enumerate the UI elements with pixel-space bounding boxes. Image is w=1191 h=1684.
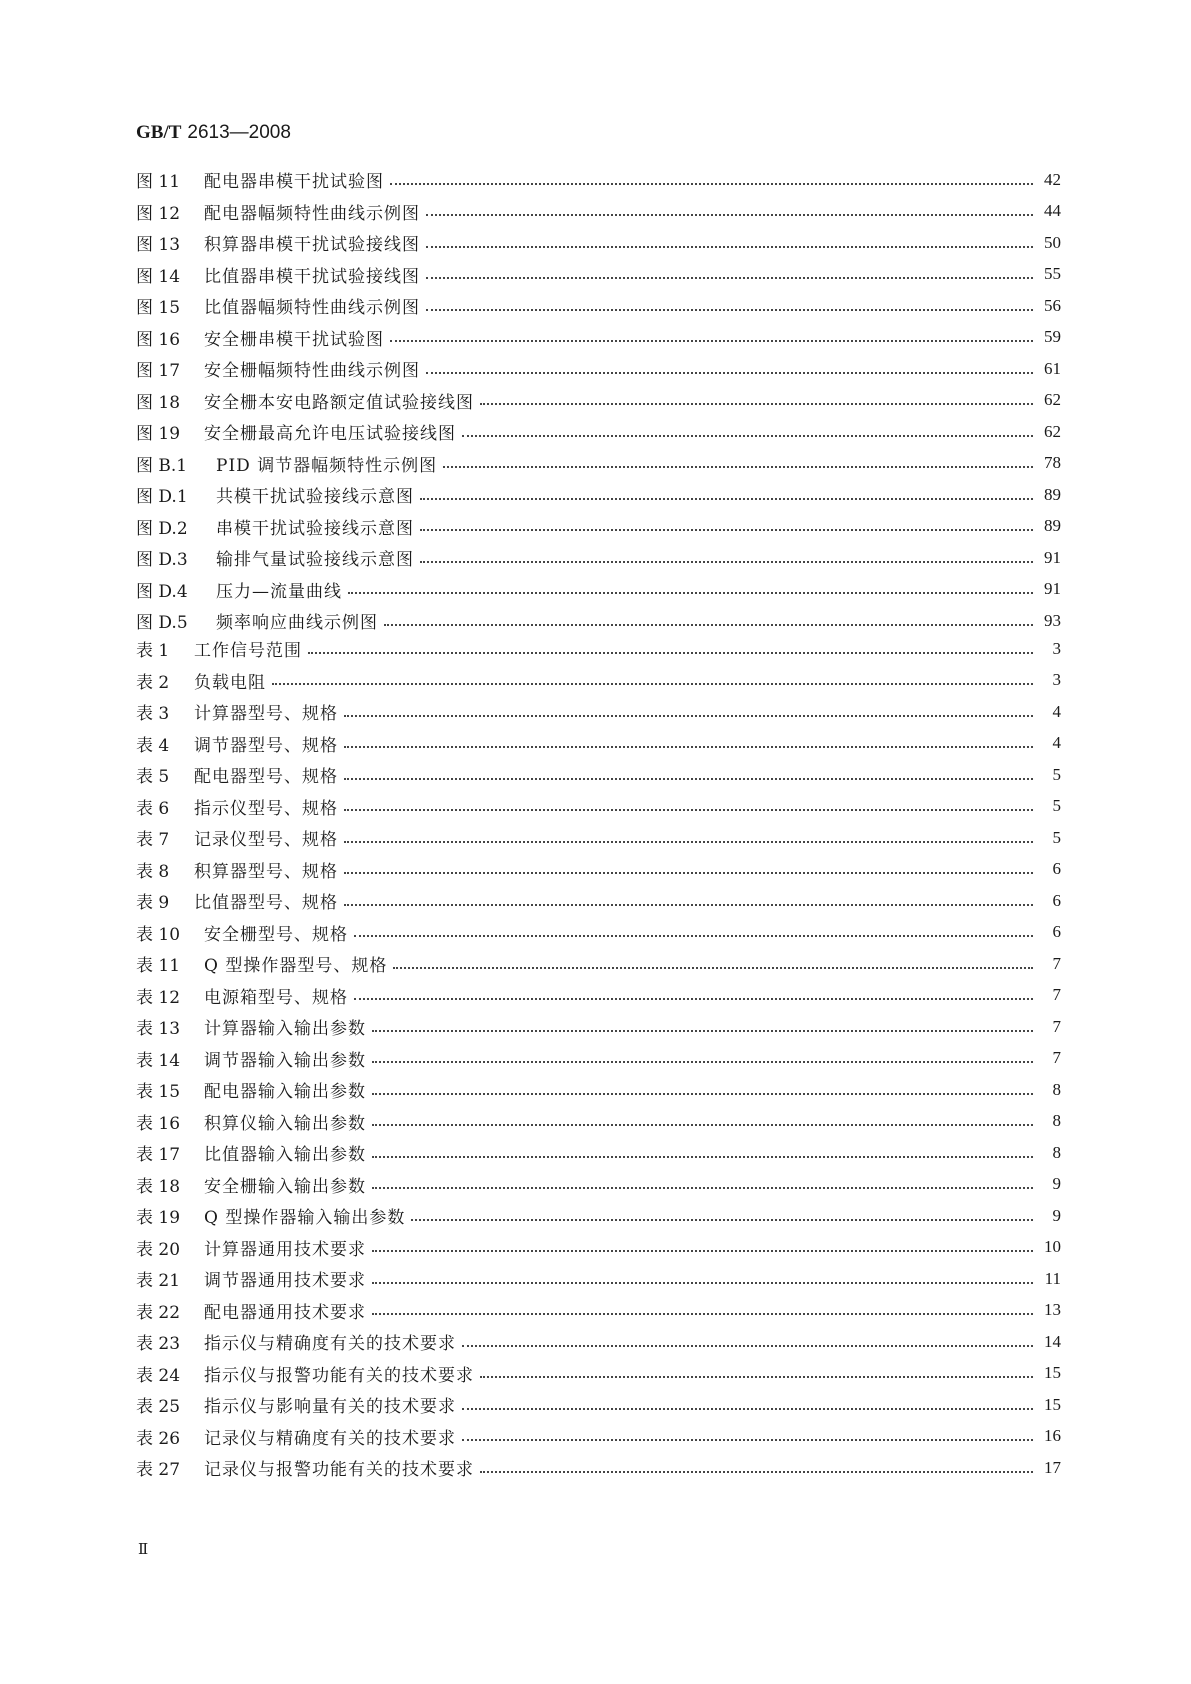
table-entry[interactable] — [136, 1326, 1061, 1358]
figure-entry-label: 图 B.1 — [136, 455, 188, 476]
figure-entry-page: 55 — [1044, 264, 1061, 284]
figure-entry-title: 配电器幅频特性曲线示例图 — [204, 203, 420, 224]
table-entry-title: 积算器型号、规格 — [194, 861, 338, 882]
dot-leader — [372, 1313, 1033, 1315]
table-entry-label: 表 19 — [136, 1208, 181, 1229]
figure-entry-page: 62 — [1044, 421, 1061, 441]
figure-entry[interactable] — [136, 479, 1061, 511]
table-entry-label: 表 9 — [136, 893, 170, 914]
figure-entry-page: 62 — [1044, 390, 1061, 410]
figure-entry[interactable] — [136, 416, 1061, 448]
dot-leader — [443, 466, 1033, 468]
table-entry[interactable] — [136, 1232, 1061, 1264]
table-entry-page: 7 — [1052, 1048, 1061, 1068]
table-entry-title: 指示仪与影响量有关的技术要求 — [204, 1397, 456, 1418]
dot-leader — [344, 872, 1033, 874]
figure-entry[interactable] — [136, 259, 1061, 291]
table-entry[interactable] — [136, 1106, 1061, 1138]
dot-leader — [480, 403, 1033, 405]
table-entry[interactable] — [136, 948, 1061, 980]
table-entry-page: 7 — [1052, 953, 1061, 973]
table-entry-title: 配电器输入输出参数 — [204, 1082, 366, 1103]
figure-entry-label: 图 17 — [136, 361, 181, 382]
figure-entry-title: 输排气量试验接线示意图 — [216, 550, 414, 571]
table-entry-title: 记录仪型号、规格 — [194, 830, 338, 851]
dot-leader — [462, 435, 1033, 437]
page-number-footer: Ⅱ — [138, 1542, 149, 1558]
table-entry-title: 计算器型号、规格 — [194, 704, 338, 725]
table-entry-label: 表 3 — [136, 704, 170, 725]
dot-leader — [480, 1471, 1033, 1473]
figure-entry-page: 42 — [1044, 169, 1061, 189]
table-list — [136, 633, 1061, 1484]
figure-entry[interactable] — [136, 290, 1061, 322]
table-entry[interactable] — [136, 665, 1061, 697]
table-entry-page: 3 — [1052, 670, 1061, 690]
figure-entry[interactable] — [136, 448, 1061, 480]
dot-leader — [426, 277, 1033, 279]
table-entry-page: 8 — [1052, 1111, 1061, 1131]
table-entry-label: 表 27 — [136, 1460, 181, 1481]
table-entry-page: 5 — [1052, 827, 1061, 847]
table-entry-title: 计算器输入输出参数 — [204, 1019, 366, 1040]
dot-leader — [344, 841, 1033, 843]
figure-entry-title: 安全栅幅频特性曲线示例图 — [204, 361, 420, 382]
table-entry-label: 表 23 — [136, 1334, 181, 1355]
figure-entry-title: 安全栅最高允许电压试验接线图 — [204, 424, 456, 445]
table-entry[interactable] — [136, 885, 1061, 917]
dot-leader — [393, 967, 1033, 969]
table-entry[interactable] — [136, 1358, 1061, 1390]
figure-entry-label: 图 14 — [136, 266, 181, 287]
table-entry-title: Q 型操作器输入输出参数 — [204, 1208, 406, 1229]
table-entry-page: 6 — [1052, 890, 1061, 910]
table-entry-page: 4 — [1052, 733, 1061, 753]
figure-entry[interactable] — [136, 511, 1061, 543]
figure-entry-page: 89 — [1044, 484, 1061, 504]
dot-leader — [372, 1061, 1033, 1063]
table-entry-title: 比值器型号、规格 — [194, 893, 338, 914]
table-entry[interactable] — [136, 1169, 1061, 1201]
table-entry-page: 6 — [1052, 922, 1061, 942]
table-entry-title: 调节器通用技术要求 — [204, 1271, 366, 1292]
figure-entry-page: 93 — [1044, 610, 1061, 630]
table-entry-label: 表 20 — [136, 1239, 181, 1260]
table-entry-page: 15 — [1044, 1394, 1061, 1414]
table-entry-page: 14 — [1044, 1331, 1061, 1351]
table-entry[interactable] — [136, 1011, 1061, 1043]
dot-leader — [420, 498, 1033, 500]
dot-leader — [344, 715, 1033, 717]
figure-entry-label: 图 16 — [136, 329, 181, 350]
table-entry-page: 8 — [1052, 1079, 1061, 1099]
table-entry-label: 表 22 — [136, 1302, 181, 1323]
table-entry-page: 16 — [1044, 1426, 1061, 1446]
figure-entry[interactable] — [136, 196, 1061, 228]
dot-leader — [372, 1093, 1033, 1095]
dot-leader — [462, 1439, 1033, 1441]
figure-entry-page: 91 — [1044, 579, 1061, 599]
table-entry-page: 4 — [1052, 701, 1061, 721]
table-entry-page: 6 — [1052, 859, 1061, 879]
figure-entry-title: 频率响应曲线示例图 — [216, 613, 378, 634]
figure-entry[interactable] — [136, 542, 1061, 574]
figure-entry-title: 串模干扰试验接线示意图 — [216, 518, 414, 539]
figure-entry[interactable] — [136, 322, 1061, 354]
dot-leader — [344, 809, 1033, 811]
table-entry[interactable] — [136, 1074, 1061, 1106]
table-entry-title: 配电器通用技术要求 — [204, 1302, 366, 1323]
table-entry-page: 5 — [1052, 796, 1061, 816]
table-entry-label: 表 16 — [136, 1113, 181, 1134]
table-entry-label: 表 17 — [136, 1145, 181, 1166]
table-entry-label: 表 18 — [136, 1176, 181, 1197]
dot-leader — [390, 183, 1033, 185]
table-entry[interactable] — [136, 1389, 1061, 1421]
table-entry-label: 表 21 — [136, 1271, 181, 1292]
table-entry[interactable] — [136, 633, 1061, 665]
table-entry-title: 指示仪与精确度有关的技术要求 — [204, 1334, 456, 1355]
dot-leader — [426, 246, 1033, 248]
table-entry-label: 表 8 — [136, 861, 170, 882]
figure-entry-title: 比值器幅频特性曲线示例图 — [204, 298, 420, 319]
dot-leader — [420, 529, 1033, 531]
figure-entry-page: 61 — [1044, 358, 1061, 378]
dot-leader — [420, 561, 1033, 563]
table-entry[interactable] — [136, 1452, 1061, 1484]
figure-entry[interactable] — [136, 605, 1061, 637]
table-entry-page: 17 — [1044, 1457, 1061, 1477]
table-entry-label: 表 10 — [136, 924, 181, 945]
dot-leader — [372, 1282, 1033, 1284]
figure-entry-title: PID 调节器幅频特性示例图 — [216, 455, 438, 476]
figure-entry-label: 图 D.2 — [136, 518, 188, 539]
table-entry-title: 负载电阻 — [194, 672, 266, 693]
table-entry-page: 11 — [1044, 1268, 1061, 1288]
standard-number: 2613—2008 — [187, 122, 291, 143]
table-entry-title: 记录仪与报警功能有关的技术要求 — [204, 1460, 474, 1481]
figure-entry-label: 图 11 — [136, 172, 181, 193]
table-entry[interactable] — [136, 1200, 1061, 1232]
table-entry-label: 表 25 — [136, 1397, 181, 1418]
dot-leader — [426, 214, 1033, 216]
table-entry-title: 电源箱型号、规格 — [204, 987, 348, 1008]
figure-entry-page: 78 — [1044, 453, 1061, 473]
figure-entry-title: 积算器串模干扰试验接线图 — [204, 235, 420, 256]
figure-entry-title: 配电器串模干扰试验图 — [204, 172, 384, 193]
table-entry-label: 表 1 — [136, 641, 170, 662]
table-entry-page: 15 — [1044, 1363, 1061, 1383]
table-entry-page: 13 — [1044, 1300, 1061, 1320]
table-entry-title: 安全栅型号、规格 — [204, 924, 348, 945]
table-entry-title: 安全栅输入输出参数 — [204, 1176, 366, 1197]
table-entry[interactable] — [136, 1263, 1061, 1295]
figure-entry-page: 89 — [1044, 516, 1061, 536]
table-entry-title: 指示仪与报警功能有关的技术要求 — [204, 1365, 474, 1386]
dot-leader — [348, 592, 1033, 594]
table-entry-page: 7 — [1052, 985, 1061, 1005]
figure-entry-title: 共模干扰试验接线示意图 — [216, 487, 414, 508]
table-entry-title: Q 型操作器型号、规格 — [204, 956, 388, 977]
figure-entry[interactable] — [136, 574, 1061, 606]
table-entry-label: 表 7 — [136, 830, 170, 851]
dot-leader — [390, 340, 1033, 342]
figure-entry[interactable] — [136, 385, 1061, 417]
table-entry-title: 比值器输入输出参数 — [204, 1145, 366, 1166]
figure-entry-title: 压力—流量曲线 — [216, 581, 342, 602]
dot-leader — [372, 1124, 1033, 1126]
table-entry-label: 表 11 — [136, 956, 181, 977]
figure-entry-page: 50 — [1044, 232, 1061, 252]
table-entry[interactable] — [136, 759, 1061, 791]
table-entry[interactable] — [136, 1137, 1061, 1169]
table-entry-page: 5 — [1052, 764, 1061, 784]
table-entry-page: 3 — [1052, 638, 1061, 658]
table-entry-title: 指示仪型号、规格 — [194, 798, 338, 819]
table-entry-label: 表 4 — [136, 735, 170, 756]
table-entry-page: 9 — [1052, 1174, 1061, 1194]
figure-entry-label: 图 19 — [136, 424, 181, 445]
figure-entry-title: 安全栅本安电路额定值试验接线图 — [204, 392, 474, 413]
figure-entry-title: 比值器串模干扰试验接线图 — [204, 266, 420, 287]
dot-leader — [384, 624, 1033, 626]
table-entry-label: 表 24 — [136, 1365, 181, 1386]
dot-leader — [462, 1408, 1033, 1410]
table-entry-title: 记录仪与精确度有关的技术要求 — [204, 1428, 456, 1449]
figure-entry[interactable] — [136, 353, 1061, 385]
dot-leader — [344, 746, 1033, 748]
figure-entry-label: 图 13 — [136, 235, 181, 256]
table-entry-page: 9 — [1052, 1205, 1061, 1225]
figure-entry-label: 图 D.3 — [136, 550, 188, 571]
table-entry-title: 调节器输入输出参数 — [204, 1050, 366, 1071]
dot-leader — [480, 1376, 1033, 1378]
table-entry[interactable] — [136, 1295, 1061, 1327]
dot-leader — [372, 1156, 1033, 1158]
figure-entry-label: 图 12 — [136, 203, 181, 224]
dot-leader — [344, 904, 1033, 906]
figure-entry-page: 91 — [1044, 547, 1061, 567]
figure-entry-page: 59 — [1044, 327, 1061, 347]
table-entry-title: 积算仪输入输出参数 — [204, 1113, 366, 1134]
figure-list — [136, 164, 1061, 637]
figure-entry-label: 图 18 — [136, 392, 181, 413]
figure-entry-label: 图 D.1 — [136, 487, 188, 508]
table-entry-title: 计算器通用技术要求 — [204, 1239, 366, 1260]
dot-leader — [411, 1219, 1033, 1221]
table-entry-title: 配电器型号、规格 — [194, 767, 338, 788]
dot-leader — [372, 1187, 1033, 1189]
dot-leader — [372, 1030, 1033, 1032]
figure-entry-page: 44 — [1044, 201, 1061, 221]
table-entry[interactable] — [136, 980, 1061, 1012]
table-entry-page: 10 — [1044, 1237, 1061, 1257]
table-entry-page: 7 — [1052, 1016, 1061, 1036]
dot-leader — [344, 778, 1033, 780]
figure-entry-label: 图 D.5 — [136, 613, 188, 634]
dot-leader — [426, 309, 1033, 311]
table-entry[interactable] — [136, 728, 1061, 760]
table-entry[interactable] — [136, 696, 1061, 728]
dot-leader — [354, 998, 1033, 1000]
figure-entry[interactable] — [136, 227, 1061, 259]
dot-leader — [372, 1250, 1033, 1252]
table-entry-label: 表 14 — [136, 1050, 181, 1071]
table-entry-page: 8 — [1052, 1142, 1061, 1162]
table-entry-label: 表 5 — [136, 767, 170, 788]
dot-leader — [354, 935, 1033, 937]
table-entry-title: 调节器型号、规格 — [194, 735, 338, 756]
table-entry[interactable] — [136, 854, 1061, 886]
table-entry-label: 表 2 — [136, 672, 170, 693]
figure-entry-label: 图 15 — [136, 298, 181, 319]
table-entry-label: 表 6 — [136, 798, 170, 819]
table-entry[interactable] — [136, 1043, 1061, 1075]
figure-entry-page: 56 — [1044, 295, 1061, 315]
standard-prefix: GB/T — [136, 122, 182, 143]
figure-entry-label: 图 D.4 — [136, 581, 188, 602]
dot-leader — [272, 683, 1033, 685]
table-entry-label: 表 15 — [136, 1082, 181, 1103]
dot-leader — [426, 372, 1033, 374]
document-header — [136, 120, 291, 145]
figure-entry-title: 安全栅串模干扰试验图 — [204, 329, 384, 350]
figure-entry[interactable] — [136, 164, 1061, 196]
dot-leader — [462, 1345, 1033, 1347]
table-entry[interactable] — [136, 791, 1061, 823]
table-entry-label: 表 26 — [136, 1428, 181, 1449]
table-entry-label: 表 12 — [136, 987, 181, 1008]
dot-leader — [308, 652, 1033, 654]
table-entry-label: 表 13 — [136, 1019, 181, 1040]
table-entry[interactable] — [136, 917, 1061, 949]
table-entry-title: 工作信号范围 — [194, 641, 302, 662]
table-entry[interactable] — [136, 1421, 1061, 1453]
table-entry[interactable] — [136, 822, 1061, 854]
